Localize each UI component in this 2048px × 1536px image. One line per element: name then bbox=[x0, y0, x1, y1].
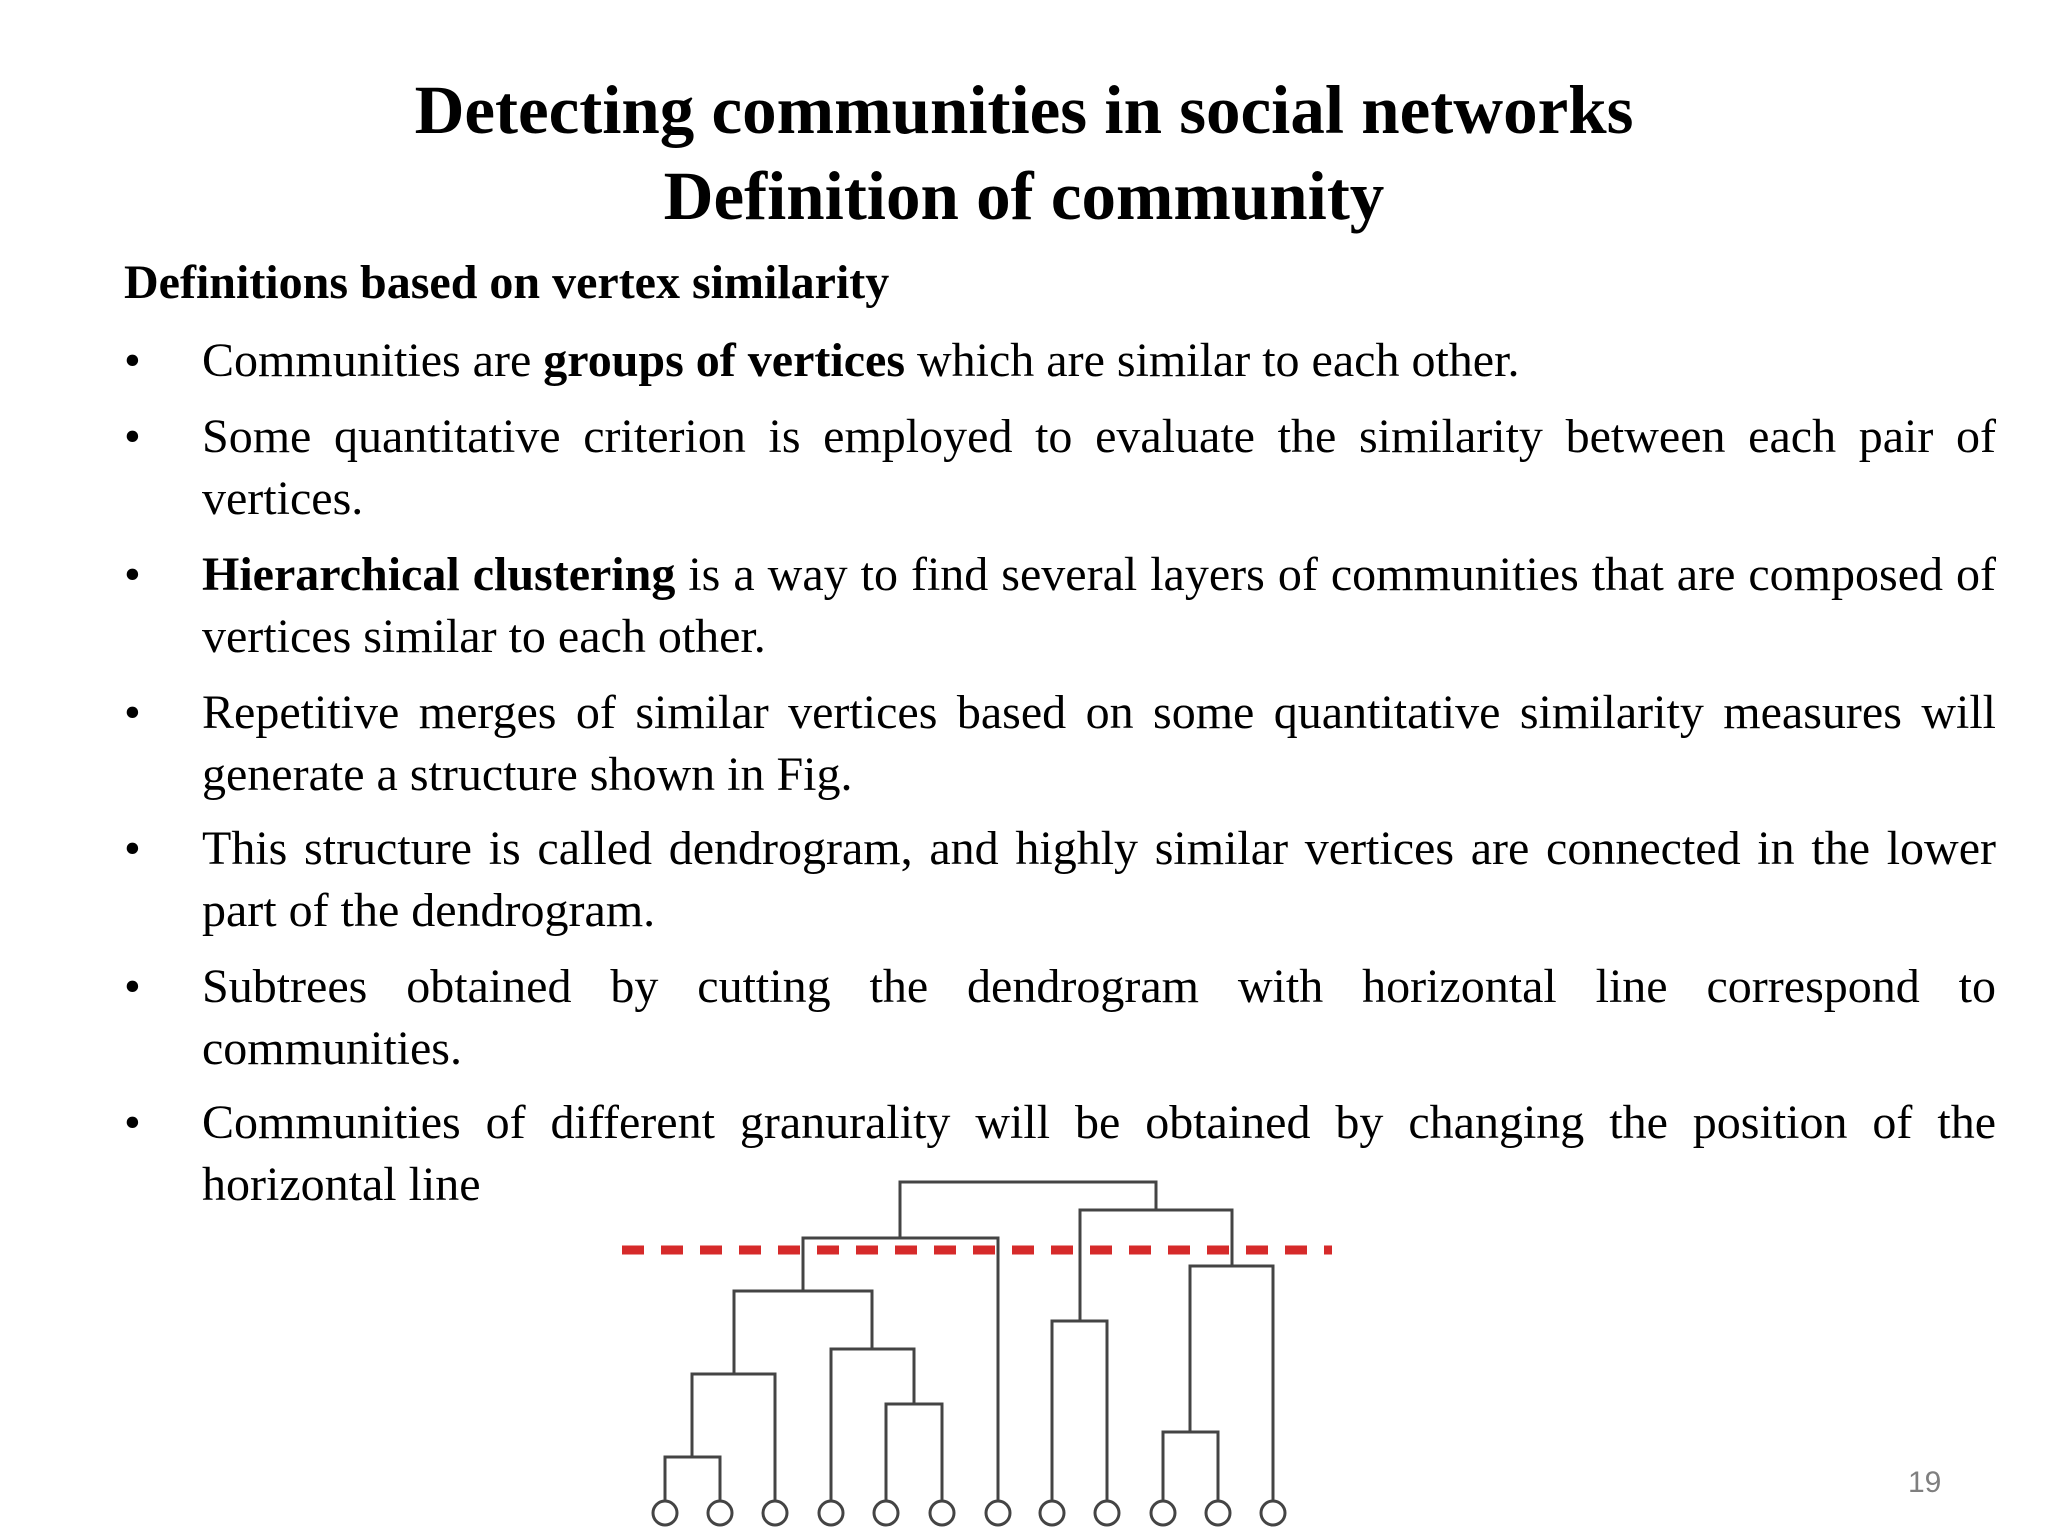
bullet-mark: • bbox=[124, 1096, 141, 1149]
dendrogram-figure bbox=[600, 1160, 1340, 1536]
bullet-text: Communities are groups of vertices which are similar to each other. bbox=[202, 334, 1520, 387]
bullet-text: Hierarchical clustering is a way to find several layers of communities that are composed of vertices similar to each other. bbox=[202, 548, 1996, 663]
bullet-mark: • bbox=[124, 960, 141, 1013]
dendrogram-branch bbox=[1190, 1266, 1273, 1501]
dendrogram-branch bbox=[692, 1374, 775, 1501]
bullet-mark: • bbox=[124, 686, 141, 739]
dendrogram-leaf bbox=[1261, 1501, 1285, 1525]
dendrogram-branch bbox=[1052, 1321, 1107, 1501]
bullet-text: Subtrees obtained by cutting the dendrogram with horizontal line correspond to communities. bbox=[202, 960, 1996, 1075]
bullet-text: Some quantitative criterion is employed to evaluate the similarity between each pair of vertices. bbox=[202, 410, 1996, 525]
dendrogram-branch bbox=[665, 1457, 720, 1501]
section-heading: Definitions based on vertex similarity bbox=[124, 256, 890, 309]
slide-title-line-1: Detecting communities in social networks bbox=[414, 72, 1634, 148]
dendrogram-branch bbox=[886, 1404, 942, 1501]
dendrogram-leaves bbox=[653, 1501, 1285, 1525]
page-number: 19 bbox=[1908, 1466, 1942, 1499]
dendrogram-leaf bbox=[763, 1501, 787, 1525]
dendrogram-leaf bbox=[1095, 1501, 1119, 1525]
slide-title-line-2: Definition of community bbox=[663, 158, 1385, 234]
dendrogram-branches bbox=[665, 1182, 1273, 1501]
dendrogram-branch bbox=[734, 1291, 872, 1374]
dendrogram-leaf bbox=[1151, 1501, 1175, 1525]
bullet-text: Repetitive merges of similar vertices based on some quantitative similarity measures will generate a structure shown in Fig. bbox=[202, 686, 1996, 801]
dendrogram-leaf bbox=[930, 1501, 954, 1525]
dendrogram-leaf bbox=[874, 1501, 898, 1525]
bullet-mark: • bbox=[124, 822, 141, 875]
dendrogram-branch bbox=[1163, 1432, 1218, 1501]
bullet-text: This structure is called dendrogram, and highly similar vertices are connected in the lower part of the dendrogram. bbox=[202, 822, 1996, 937]
bullet-mark: • bbox=[124, 410, 141, 463]
dendrogram-leaf bbox=[1040, 1501, 1064, 1525]
dendrogram-leaf bbox=[986, 1501, 1010, 1525]
bullet-mark: • bbox=[124, 334, 141, 387]
dendrogram-leaf bbox=[653, 1501, 677, 1525]
bullet-text: Communities of different granurality will be obtained by changing the position of the horizontal line bbox=[202, 1096, 1996, 1211]
dendrogram-leaf bbox=[1206, 1501, 1230, 1525]
dendrogram-leaf bbox=[819, 1501, 843, 1525]
bullet-mark: • bbox=[124, 548, 141, 601]
dendrogram-leaf bbox=[708, 1501, 732, 1525]
dendrogram-branch bbox=[831, 1349, 914, 1501]
